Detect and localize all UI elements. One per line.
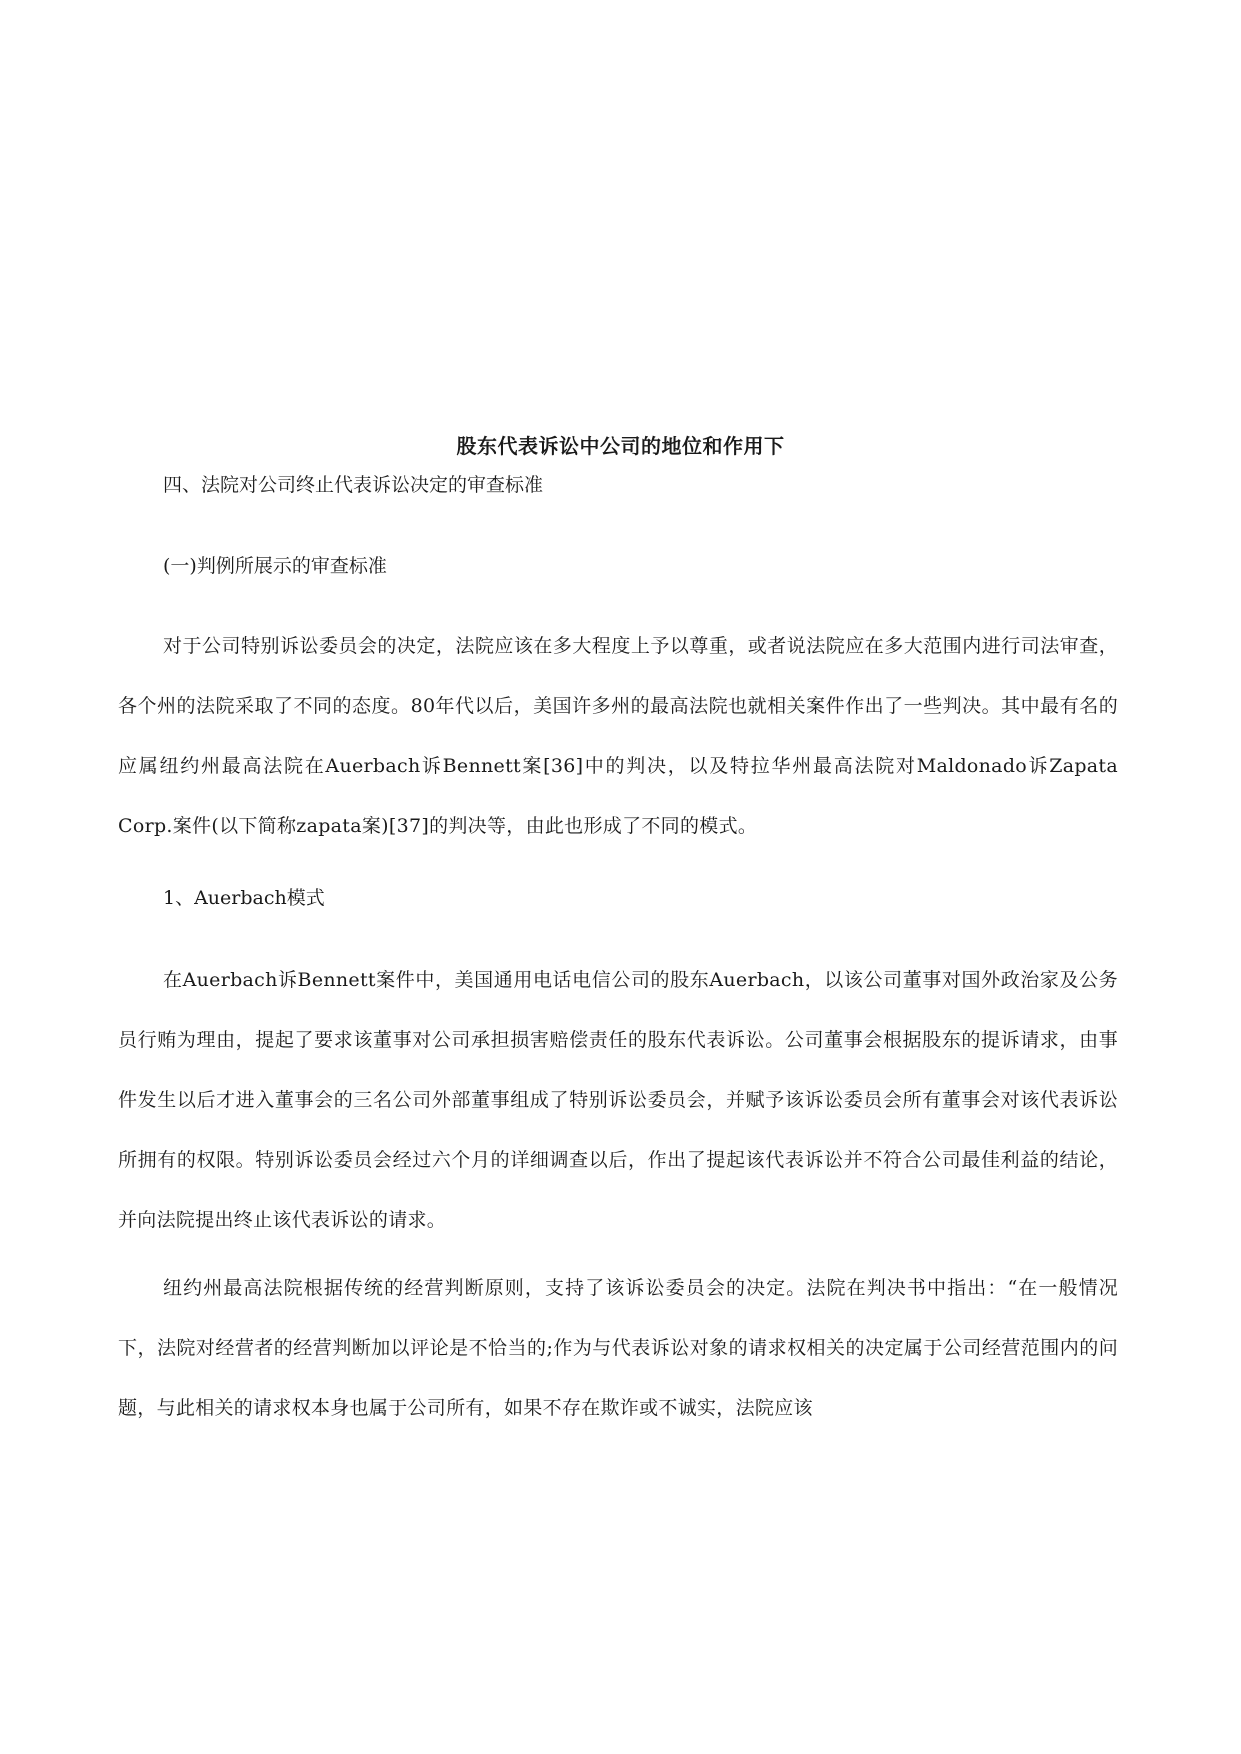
subsection-heading: (一)判例所展示的审查标准 bbox=[163, 555, 387, 577]
paragraph-2: 在Auerbach诉Bennett案件中，美国通用电话电信公司的股东Auerbach，以该公司董事对国外政治家及公务员行贿为理由，提起了要求该董事对公司承担损害赔偿责任的股东代表诉讼。公司董事会根据股东的提诉请求，由事件发生以后才进入董事会的三名公司外部董事组成了特别诉讼委员会，并赋予该诉讼委员会所有董事会对该代表诉讼所拥有的权限。特别诉讼委员会经过六个月的详细调查以后，作出了提起该代表诉讼并不符合公司最佳利益的结论，并向法院提出终止该代表诉讼的请求。 bbox=[118, 969, 1118, 1231]
item-heading: 1、Auerbach模式 bbox=[163, 887, 325, 909]
paragraph-3: 纽约州最高法院根据传统的经营判断原则，支持了该诉讼委员会的决定。法院在判决书中指出：“在一般情况下，法院对经营者的经营判断加以评论是不恰当的;作为与代表诉讼对象的请求权相关的决定属于公司经营范围内的问题，与此相关的请求权本身也属于公司所有，如果不存在欺诈或不诚实，法院应该 bbox=[118, 1277, 1118, 1419]
section-heading: 四、法院对公司终止代表诉讼决定的审查标准 bbox=[163, 474, 544, 496]
document-title: 股东代表诉讼中公司的地位和作用下 bbox=[456, 434, 785, 458]
paragraph-1: 对于公司特别诉讼委员会的决定，法院应该在多大程度上予以尊重，或者说法院应在多大范围内进行司法审查，各个州的法院采取了不同的态度。80年代以后，美国许多州的最高法院也就相关案件作出了一些判决。其中最有名的应属纽约州最高法院在Auerbach诉Bennett案[36]中的判决，以及特拉华州最高法院对Maldonado诉Zapata Corp.案件(以下简称zapata案)[37]的判决等，由此也形成了不同的模式。 bbox=[118, 635, 1118, 837]
